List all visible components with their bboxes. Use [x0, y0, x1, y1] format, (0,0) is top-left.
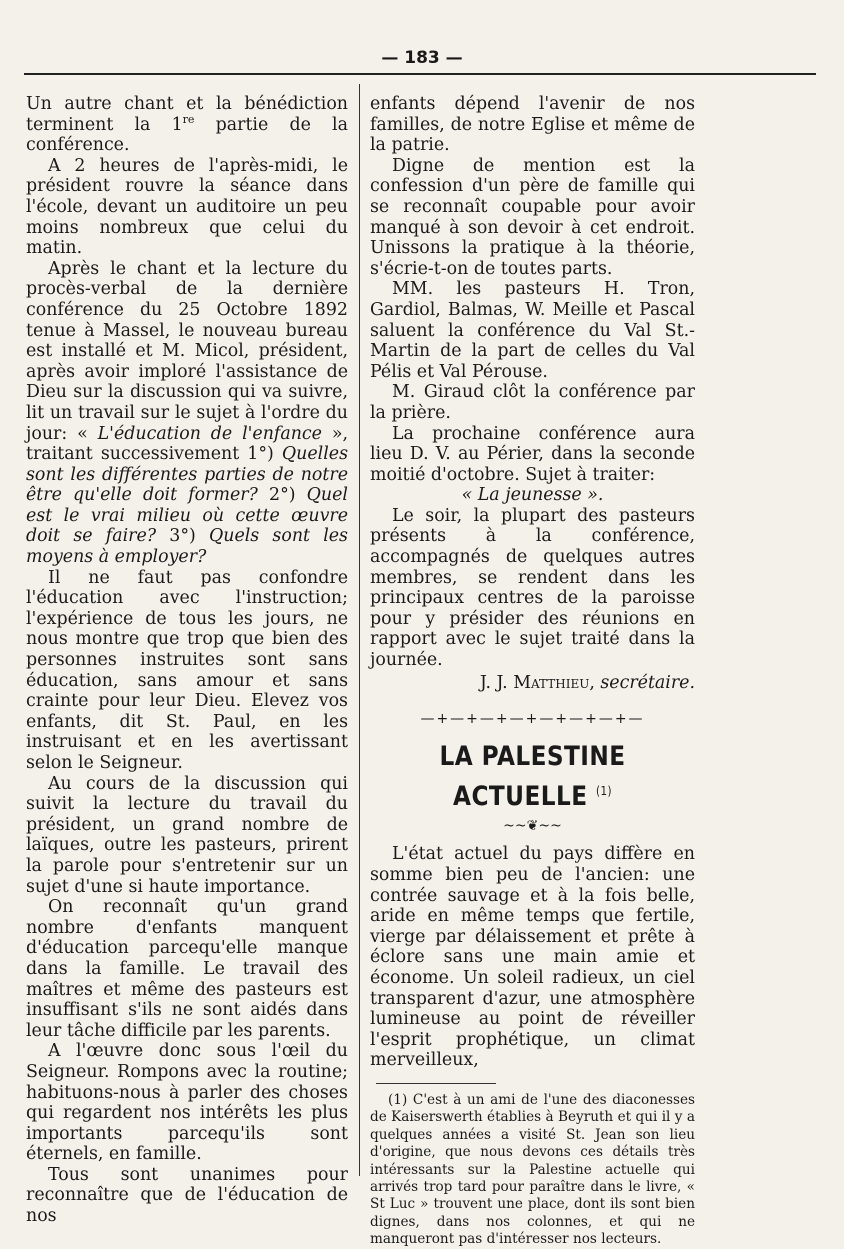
- paragraph: Tous sont unanimes pour reconnaître que de l'éducation de nos: [26, 1164, 348, 1227]
- paragraph: Digne de mention est la confession d'un père de famille qui se reconnaît coupable pour avoir manqué à son devoir à cet endroit. Unissons la pratique à la théorie, s'écrie-t-on de toutes parts.: [370, 155, 695, 279]
- paragraph: Après le chant et la lecture du procès-verbal de la dernière conférence du 25 Octobre 1892 tenue à Massel, le nouveau bureau est installé et M. Micol, président, après avoir imploré l'assistance de Dieu sur la discussion qui va suivre, lit un travail sur le sujet à l'ordre du jour: « L'éducation de l'enfance », traitant successivement 1°) Quelles sont les différentes parties de notre être qu'elle doit former? 2°) Quel est le vrai milieu où cette œuvre doit se faire? 3°) Quels sont les moyens à employer?: [26, 258, 348, 568]
- paragraph: La prochaine conférence aura lieu D. V. au Périer, dans la seconde moitié d'octobre. Sujet à traiter:: [370, 423, 695, 485]
- paragraph: Il ne faut pas confondre l'éducation avec l'instruction; l'expérience de tous les jours, ne nous montre que trop que bien des personnes instruites sont sans éducation, sans amour et sans crainte pour leur Dieu. Elevez vos enfants, dit St. Paul, en les instruisant et en les avertissant selon le Seigneur.: [26, 567, 348, 773]
- paragraph: MM. les pasteurs H. Tron, Gardiol, Balmas, W. Meille et Pascal saluent la conférence du Val St.-Martin de la part de celles du Val Pélis et Val Pérouse.: [370, 279, 695, 382]
- paragraph: A l'œuvre donc sous l'œil du Seigneur. Rompons avec la routine; habituons-nous à parler des choses qui regardent nos intérêts les plus importants parcequ'ils sont éternels, en famille.: [26, 1041, 348, 1165]
- left-column: [26, 94, 348, 1227]
- paragraph: enfants dépend l'avenir de nos familles, de notre Eglise et même de la patrie.: [370, 94, 695, 156]
- section-divider: —+—+—+—+—+—+—+—: [420, 711, 645, 728]
- paragraph: Un autre chant et la bénédiction terminent la 1re partie de la conférence.: [26, 94, 348, 156]
- article-headline: LA PALESTINE ACTUELLE $^{(1)}$: [439, 740, 626, 812]
- page-number: — 183 —: [381, 48, 463, 68]
- paragraph: Le soir, la plupart des pasteurs présents à la conférence, accompagnés de quelques autres membres, se rendent dans les principaux centres de la paroisse pour y présider des réunions en rapport avec le sujet traité dans la journée.: [370, 505, 695, 671]
- right-column: [370, 94, 695, 1249]
- paragraph: L'état actuel du pays diffère en somme bien peu de l'ancien: une contrée sauvage et à la fois belle, aride en même temps que fertile, vierge par délaissement et prête à éclore sans une main amie et économe. Un soleil radieux, un ciel transparent d'azur, une atmosphère lumineuse au point de réveiller l'esprit prophétique, un climat merveilleux,: [370, 844, 695, 1071]
- ornament-icon: ~~❦~~: [503, 817, 562, 834]
- footnote: (1) C'est à un ami de l'une des diaconesses de Kaiserswerth établies à Beyruth et qui il y a quelques années a visité St. Jean son lieu d'origine, que nous devons ces détails très intéressants sur la Palestine actuelle qui arrivés trop tard pour paraître dans le livre, « St Luc » trouvent une place, dont ils sont bien dignes, dans nos colonnes, et qui ne manqueront pas d'intéresser nos lecteurs.: [370, 1091, 695, 1248]
- paragraph: A 2 heures de l'après-midi, le président rouvre la séance dans l'école, devant un auditoire un peu moins nombreux que celui du matin.: [26, 155, 348, 259]
- column-divider: [359, 84, 360, 1176]
- footnote-rule: [376, 1083, 496, 1084]
- paragraph: Au cours de la discussion qui suivit la lecture du travail du président, un grand nombre de laïques, outre les pasteurs, prirent la parole pour s'entretenir sur un sujet d'une si haute importance.: [26, 773, 348, 897]
- header-rule: [24, 73, 816, 75]
- signature: J. J. Matthieu, secrétaire.: [479, 672, 695, 693]
- topic-title: « La jeunesse ».: [461, 485, 604, 506]
- paragraph: M. Giraud clôt la conférence par la prière.: [370, 382, 695, 423]
- paragraph: On reconnaît qu'un grand nombre d'enfants manquent d'éducation parcequ'elle manque dans la famille. Le travail des maîtres et même des pasteurs est insuffisant s'ils ne sont aidés dans leur tâche difficile par les parents.: [26, 897, 348, 1041]
